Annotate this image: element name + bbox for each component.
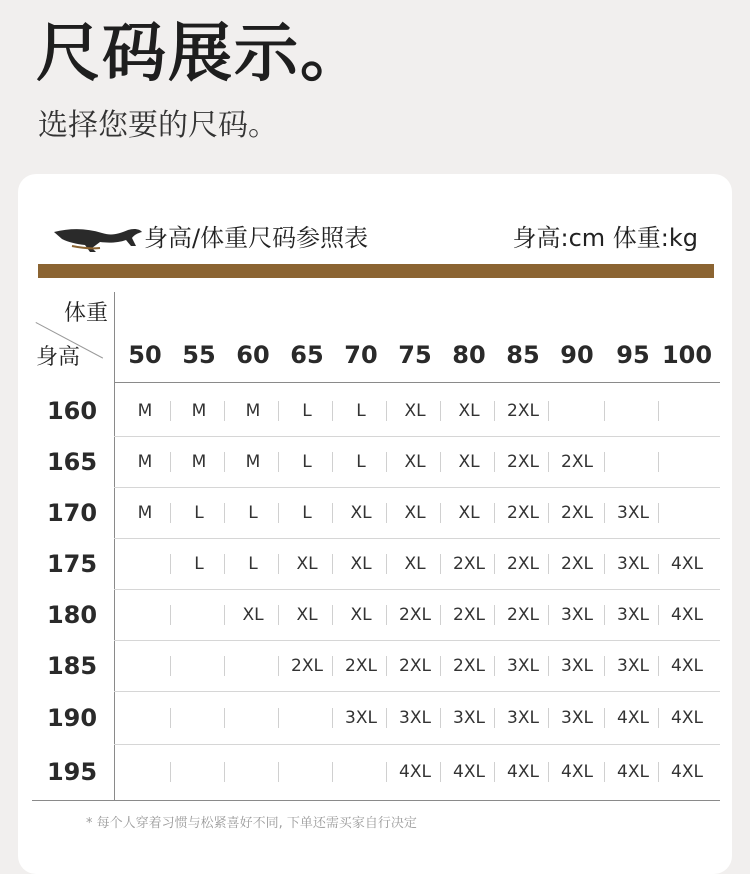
size-cell: 3XL: [617, 503, 649, 523]
size-cell: 4XL: [671, 656, 703, 676]
size-cell: 4XL: [399, 762, 431, 782]
cell-divider: [170, 401, 171, 421]
height-axis-label: 身高: [36, 345, 81, 370]
cell-divider: [548, 656, 549, 676]
cell-divider: [278, 554, 279, 574]
size-cell: M: [191, 452, 207, 472]
size-cell: 2XL: [561, 554, 593, 574]
size-cell: 2XL: [561, 452, 593, 472]
cell-divider: [494, 503, 495, 523]
size-cell: 4XL: [671, 762, 703, 782]
size-cell: 2XL: [399, 605, 431, 625]
cell-divider: [440, 452, 441, 472]
weight-axis-label: 体重: [64, 301, 109, 326]
size-cell: XL: [296, 605, 318, 625]
cell-divider: [332, 554, 333, 574]
height-row-header: 160: [46, 397, 98, 425]
cell-divider: [386, 605, 387, 625]
size-cell: XL: [350, 503, 372, 523]
cell-divider: [658, 605, 659, 625]
size-cell: L: [194, 503, 204, 523]
cell-divider: [170, 452, 171, 472]
size-cell: 2XL: [399, 656, 431, 676]
cell-divider: [332, 762, 333, 782]
cell-divider: [278, 401, 279, 421]
table-bottom-rule: [32, 800, 720, 801]
height-row-header: 195: [46, 758, 98, 786]
weight-column-header: 70: [344, 341, 378, 369]
cell-divider: [278, 605, 279, 625]
size-cell: 2XL: [453, 554, 485, 574]
size-cell: XL: [404, 452, 426, 472]
cell-divider: [278, 762, 279, 782]
size-cell: 4XL: [671, 554, 703, 574]
size-cell: 3XL: [345, 708, 377, 728]
height-row-header: 170: [46, 499, 98, 527]
cell-divider: [224, 554, 225, 574]
size-cell: 2XL: [291, 656, 323, 676]
cell-divider: [386, 401, 387, 421]
size-chart-header: [32, 218, 712, 258]
cell-divider: [170, 605, 171, 625]
size-cell: 3XL: [507, 708, 539, 728]
weight-column-header: 75: [398, 341, 432, 369]
cell-divider: [170, 656, 171, 676]
cell-divider: [224, 762, 225, 782]
cell-divider: [224, 656, 225, 676]
size-cell: XL: [458, 401, 480, 421]
cell-divider: [604, 656, 605, 676]
size-cell: L: [248, 503, 258, 523]
cell-divider: [170, 762, 171, 782]
size-cell: M: [137, 503, 153, 523]
cell-divider: [494, 708, 495, 728]
cell-divider: [658, 503, 659, 523]
table-header-rule: [114, 382, 720, 383]
height-row-header: 165: [46, 448, 98, 476]
size-cell: L: [248, 554, 258, 574]
cell-divider: [604, 605, 605, 625]
cell-divider: [386, 554, 387, 574]
size-cell: XL: [350, 605, 372, 625]
cell-divider: [604, 708, 605, 728]
cell-divider: [386, 708, 387, 728]
cell-divider: [604, 554, 605, 574]
table-corner-header: [32, 292, 114, 380]
cell-divider: [332, 503, 333, 523]
cell-divider: [386, 452, 387, 472]
size-cell: 4XL: [617, 762, 649, 782]
size-cell: M: [245, 452, 261, 472]
size-cell: 2XL: [507, 605, 539, 625]
size-cell: 4XL: [671, 708, 703, 728]
unit-note: 身高:cm 体重:kg: [512, 224, 698, 252]
cell-divider: [494, 605, 495, 625]
cell-divider: [440, 503, 441, 523]
size-cell: XL: [404, 554, 426, 574]
cell-divider: [440, 762, 441, 782]
size-cell: 3XL: [561, 605, 593, 625]
size-cell: 2XL: [507, 554, 539, 574]
cell-divider: [440, 605, 441, 625]
size-cell: L: [302, 401, 312, 421]
running-horse-logo-icon: [52, 224, 144, 254]
size-cell: 3XL: [617, 656, 649, 676]
size-cell: 3XL: [507, 656, 539, 676]
cell-divider: [440, 708, 441, 728]
cell-divider: [494, 554, 495, 574]
size-cell: XL: [458, 503, 480, 523]
size-cell: M: [137, 401, 153, 421]
cell-divider: [278, 503, 279, 523]
header-accent-bar: [38, 264, 714, 278]
size-cell: 2XL: [453, 656, 485, 676]
size-cell: 4XL: [561, 762, 593, 782]
weight-column-header: 85: [506, 341, 540, 369]
table-title: 身高/体重尺码参照表: [144, 224, 369, 252]
footnote: * 每个人穿着习惯与松紧喜好不同, 下单还需买家自行决定: [86, 816, 417, 831]
cell-divider: [332, 605, 333, 625]
size-cell: M: [191, 401, 207, 421]
cell-divider: [548, 554, 549, 574]
cell-divider: [548, 452, 549, 472]
cell-divider: [278, 452, 279, 472]
size-cell: L: [356, 401, 366, 421]
size-cell: XL: [404, 401, 426, 421]
cell-divider: [548, 708, 549, 728]
cell-divider: [548, 762, 549, 782]
size-cell: XL: [350, 554, 372, 574]
size-cell: 3XL: [453, 708, 485, 728]
height-row-header: 175: [46, 550, 98, 578]
cell-divider: [278, 708, 279, 728]
page-subtitle: 选择您要的尺码。: [38, 108, 278, 143]
cell-divider: [658, 452, 659, 472]
cell-divider: [548, 401, 549, 421]
weight-column-header: 95: [616, 341, 650, 369]
cell-divider: [658, 708, 659, 728]
weight-column-header: 50: [128, 341, 162, 369]
cell-divider: [278, 656, 279, 676]
cell-divider: [604, 401, 605, 421]
cell-divider: [494, 452, 495, 472]
cell-divider: [386, 503, 387, 523]
table-vertical-axis: [114, 292, 115, 800]
size-cell: XL: [458, 452, 480, 472]
cell-divider: [658, 554, 659, 574]
cell-divider: [440, 656, 441, 676]
size-cell: 3XL: [561, 708, 593, 728]
size-cell: M: [137, 452, 153, 472]
cell-divider: [440, 554, 441, 574]
cell-divider: [170, 708, 171, 728]
size-cell: 3XL: [617, 554, 649, 574]
height-row-header: 180: [46, 601, 98, 629]
cell-divider: [332, 452, 333, 472]
page-title: 尺码展示。: [36, 17, 366, 91]
cell-divider: [494, 401, 495, 421]
size-cell: 2XL: [507, 503, 539, 523]
cell-divider: [224, 452, 225, 472]
weight-column-header: 60: [236, 341, 270, 369]
size-cell: 2XL: [561, 503, 593, 523]
weight-column-header: 90: [560, 341, 594, 369]
height-row-header: 190: [46, 704, 98, 732]
cell-divider: [224, 503, 225, 523]
size-cell: XL: [296, 554, 318, 574]
cell-divider: [440, 401, 441, 421]
size-cell: XL: [242, 605, 264, 625]
cell-divider: [332, 708, 333, 728]
size-cell: L: [356, 452, 366, 472]
cell-divider: [604, 503, 605, 523]
cell-divider: [332, 401, 333, 421]
size-cell: 4XL: [453, 762, 485, 782]
size-cell: 2XL: [453, 605, 485, 625]
cell-divider: [604, 762, 605, 782]
cell-divider: [548, 503, 549, 523]
size-cell: 2XL: [507, 401, 539, 421]
cell-divider: [494, 762, 495, 782]
weight-column-header: 100: [661, 341, 713, 369]
cell-divider: [386, 762, 387, 782]
size-cell: 4XL: [617, 708, 649, 728]
size-cell: 3XL: [617, 605, 649, 625]
cell-divider: [170, 554, 171, 574]
size-cell: 3XL: [399, 708, 431, 728]
cell-divider: [224, 401, 225, 421]
size-cell: 4XL: [671, 605, 703, 625]
cell-divider: [604, 452, 605, 472]
size-cell: L: [194, 554, 204, 574]
size-cell: M: [245, 401, 261, 421]
size-cell: XL: [404, 503, 426, 523]
size-cell: 3XL: [561, 656, 593, 676]
size-cell: 2XL: [345, 656, 377, 676]
cell-divider: [494, 656, 495, 676]
height-row-header: 185: [46, 652, 98, 680]
cell-divider: [332, 656, 333, 676]
size-cell: 4XL: [507, 762, 539, 782]
weight-column-header: 55: [182, 341, 216, 369]
cell-divider: [658, 401, 659, 421]
cell-divider: [170, 503, 171, 523]
weight-column-header: 80: [452, 341, 486, 369]
cell-divider: [224, 708, 225, 728]
cell-divider: [224, 605, 225, 625]
cell-divider: [658, 656, 659, 676]
cell-divider: [658, 762, 659, 782]
cell-divider: [386, 656, 387, 676]
size-cell: 2XL: [507, 452, 539, 472]
size-cell: L: [302, 452, 312, 472]
size-cell: L: [302, 503, 312, 523]
weight-column-header: 65: [290, 341, 324, 369]
cell-divider: [548, 605, 549, 625]
